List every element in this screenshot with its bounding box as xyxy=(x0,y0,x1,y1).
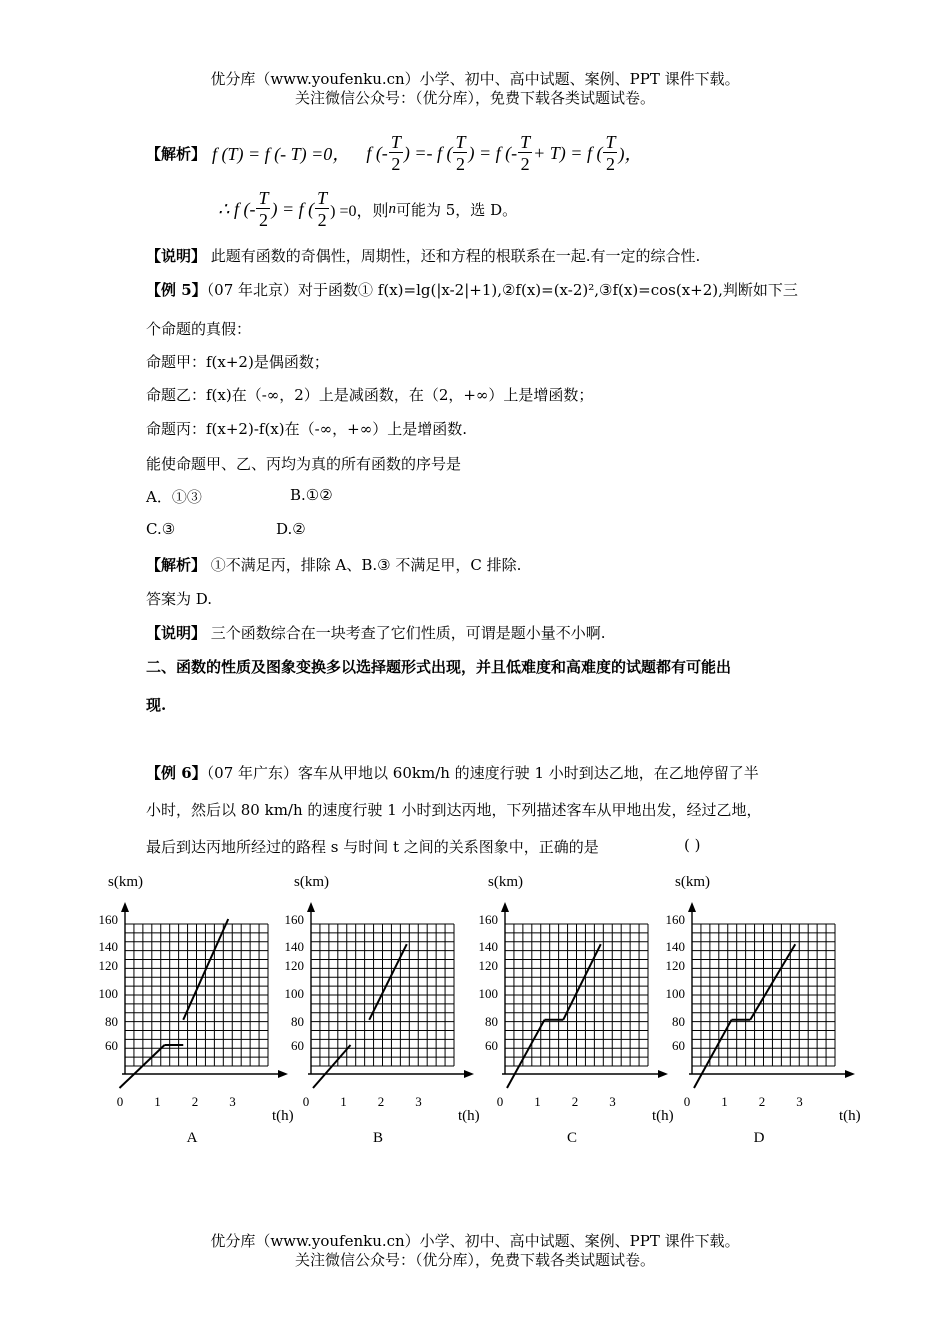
jiexi-l2c: ) =0，则 xyxy=(330,202,389,220)
ex5-prop-1: 命题甲：f(x+2)是偶函数； xyxy=(146,353,329,371)
shuoming-tag: 【说明】 xyxy=(146,247,207,265)
x-tick-label: 2 xyxy=(758,1094,766,1109)
y-tick-label: 160 xyxy=(284,912,304,927)
y-tick-label: 120 xyxy=(665,958,685,973)
graph-b xyxy=(285,874,480,1146)
ex6-text: （07 年广东）客车从甲地以 60km/h 的速度行驶 1 小时到达乙地，在乙地停留了半 xyxy=(206,764,759,782)
y-tick-label: 160 xyxy=(478,912,498,927)
y-axis-label: s(km) xyxy=(488,874,523,890)
y-tick-label: 80 xyxy=(105,1014,118,1029)
option-label: B xyxy=(372,1130,384,1146)
shuoming-1 xyxy=(146,245,700,266)
y-tick-label: 100 xyxy=(98,986,118,1001)
y-tick-label: 60 xyxy=(105,1038,118,1053)
frac-t-over-2: $\frac{T}{2}$ xyxy=(605,132,616,174)
option-d: D.② xyxy=(276,520,306,538)
y-tick-label: 100 xyxy=(478,986,498,1001)
jiexi-line-1 xyxy=(146,128,642,178)
x-axis-arrow xyxy=(464,1070,474,1078)
jiexi-l2a: ∴ f (- xyxy=(218,198,256,219)
shuoming-2 xyxy=(146,622,606,643)
x-tick-label: 2 xyxy=(571,1094,579,1109)
y-tick-label: 120 xyxy=(98,958,118,973)
header-line-1: 优分库（www.youfenku.cn）小学、初中、高中试题、案例、PPT 课件下载。 xyxy=(210,70,740,88)
y-tick-label: 80 xyxy=(672,1014,685,1029)
frac-t-over-2: $\frac{T}{2}$ xyxy=(455,132,466,174)
y-tick-label: 140 xyxy=(284,939,304,954)
x-tick-label: 1 xyxy=(534,1094,541,1109)
jiexi-eq1: f (T) = f (- T) =0， xyxy=(212,144,351,164)
y-tick-label: 60 xyxy=(291,1038,304,1053)
answer: 答案为 D. xyxy=(146,590,213,608)
y-tick-label: 120 xyxy=(284,958,304,973)
jiexi2-tag: 【解析】 xyxy=(146,556,207,574)
y-tick-label: 60 xyxy=(672,1038,685,1053)
x-axis-label: t(h) xyxy=(458,1108,480,1124)
x-tick-label: 0 xyxy=(496,1094,504,1109)
y-axis-label: s(km) xyxy=(675,874,710,890)
option-a: A．①③ xyxy=(146,488,202,506)
x-axis-arrow xyxy=(278,1070,288,1078)
graph-options xyxy=(0,860,950,1160)
x-tick-label: 2 xyxy=(191,1094,199,1109)
frac-t-over-2: $\frac{T}{2}$ xyxy=(520,132,531,174)
ex5-line-1 xyxy=(146,279,798,300)
ex6-line-3: 最后到达丙地所经过的路程 s 与时间 t 之间的关系图象中，正确的是 xyxy=(146,838,599,856)
answer-paren: ( ) xyxy=(684,836,701,854)
frac-t-over-2: $\frac{T}{2}$ xyxy=(317,188,328,230)
ex5-text: （07 年北京）对于函数① f(x)=lg(|x-2|+1),②f(x)=(x-2)²,③f(x)=cos(x+2),判断如下三 xyxy=(206,281,798,299)
y-axis-label: s(km) xyxy=(294,874,329,890)
ex5-prop-2: 命题乙：f(x)在（-∞，2）上是减函数，在（2，+∞）上是增函数； xyxy=(146,386,594,404)
option-label: D xyxy=(753,1130,765,1146)
x-tick-label: 2 xyxy=(377,1094,385,1109)
x-axis-label: t(h) xyxy=(839,1108,861,1124)
jiexi-line-2 xyxy=(218,186,517,232)
y-tick-label: 60 xyxy=(485,1038,498,1053)
x-tick-label: 3 xyxy=(229,1094,236,1109)
x-axis-label: t(h) xyxy=(652,1108,674,1124)
y-tick-label: 160 xyxy=(665,912,685,927)
y-axis-arrow xyxy=(121,902,129,912)
ex6-tag: 【例 6】 xyxy=(146,764,207,782)
section-heading-line-1: 二、函数的性质及图象变换多以选择题形式出现，并且低难度和高难度的试题都有可能出 xyxy=(146,658,732,676)
jiexi-eq2b: ) =- f ( xyxy=(403,142,453,163)
y-tick-label: 100 xyxy=(665,986,685,1001)
jiexi-tag: 【解析】 xyxy=(146,144,207,163)
x-tick-label: 0 xyxy=(302,1094,310,1109)
y-tick-label: 140 xyxy=(98,939,118,954)
x-tick-label: 3 xyxy=(415,1094,422,1109)
x-tick-label: 0 xyxy=(116,1094,124,1109)
x-axis-label: t(h) xyxy=(272,1108,294,1124)
x-tick-label: 3 xyxy=(609,1094,616,1109)
y-tick-label: 120 xyxy=(478,958,498,973)
x-tick-label: 1 xyxy=(154,1094,161,1109)
x-tick-label: 3 xyxy=(796,1094,803,1109)
x-tick-label: 1 xyxy=(721,1094,728,1109)
y-tick-label: 140 xyxy=(665,939,685,954)
header-line-2: 关注微信公众号：（优分库），免费下载各类试题试卷。 xyxy=(294,89,655,107)
data-segment xyxy=(369,944,407,1020)
footer-line-1: 优分库（www.youfenku.cn）小学、初中、高中试题、案例、PPT 课件下载。 xyxy=(210,1232,740,1250)
jiexi-l2b: ) = f ( xyxy=(271,198,315,219)
jiexi-n: n xyxy=(388,200,396,217)
jiexi-eq2c: ) = f (- xyxy=(468,142,518,163)
graph-c xyxy=(479,874,674,1146)
option-c: C.③ xyxy=(146,520,176,538)
data-segment xyxy=(563,944,601,1020)
jiexi-eq2d: + T) = f ( xyxy=(533,142,603,163)
y-axis-arrow xyxy=(307,902,315,912)
x-tick-label: 0 xyxy=(683,1094,691,1109)
frac-t-over-2: $\frac{T}{2}$ xyxy=(390,132,401,174)
jiexi2-text: ①不满足丙，排除 A、B.③ 不满足甲，C 排除. xyxy=(206,556,522,574)
x-axis-arrow xyxy=(845,1070,855,1078)
jiexi-2 xyxy=(146,554,521,575)
ex6-line-1 xyxy=(146,762,759,783)
y-tick-label: 100 xyxy=(284,986,304,1001)
y-tick-label: 160 xyxy=(98,912,118,927)
ex5-tag: 【例 5】 xyxy=(146,281,207,299)
option-label: C xyxy=(566,1130,578,1146)
section-heading-line-2: 现. xyxy=(146,696,167,714)
ex5-question: 能使命题甲、乙、丙均为真的所有函数的序号是 xyxy=(146,455,462,473)
x-axis-arrow xyxy=(658,1070,668,1078)
frac-t-over-2: $\frac{T}{2}$ xyxy=(258,188,269,230)
y-axis-label: s(km) xyxy=(108,874,143,890)
ex6-line-2: 小时，然后以 80 km/h 的速度行驶 1 小时到达丙地，下列描述客车从甲地出发，经过乙地， xyxy=(146,801,762,819)
option-label: A xyxy=(186,1130,198,1146)
footer-line-2: 关注微信公众号：（优分库），免费下载各类试题试卷。 xyxy=(294,1251,655,1269)
y-axis-arrow xyxy=(688,902,696,912)
ex5-prop-3: 命题丙：f(x+2)-f(x)在（-∞，+∞）上是增函数. xyxy=(146,420,468,438)
jiexi-eq2a: f (- xyxy=(366,142,388,163)
shuoming2-text: 三个函数综合在一块考查了它们性质，可谓是题小量不小啊. xyxy=(206,624,606,642)
shuoming2-tag: 【说明】 xyxy=(146,624,207,642)
jiexi-eq2e: )， xyxy=(618,144,643,164)
y-tick-label: 80 xyxy=(291,1014,304,1029)
y-axis-arrow xyxy=(501,902,509,912)
option-b: B.①② xyxy=(290,486,333,504)
ex5-line-2: 个命题的真假： xyxy=(146,320,252,338)
shuoming-text: 此题有函数的奇偶性，周期性，还和方程的根联系在一起.有一定的综合性. xyxy=(206,247,701,265)
jiexi-l2d: 可能为 5，选 D。 xyxy=(395,200,518,219)
y-tick-label: 80 xyxy=(485,1014,498,1029)
graph-d xyxy=(666,874,861,1146)
x-tick-label: 1 xyxy=(340,1094,347,1109)
y-tick-label: 140 xyxy=(478,939,498,954)
graph-a xyxy=(99,874,294,1146)
